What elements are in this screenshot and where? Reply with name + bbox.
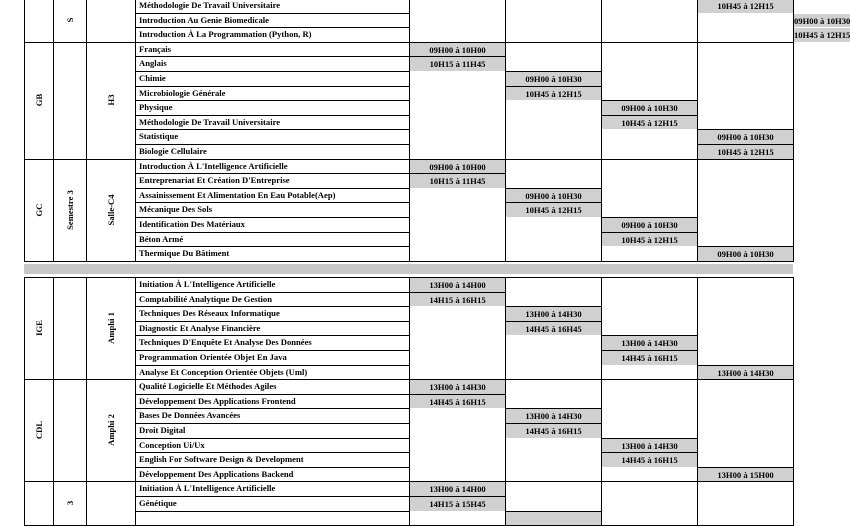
grid-line-horizontal [409, 496, 506, 497]
course-name: Introduction À La Programmation (Python, R) [139, 29, 312, 40]
grid-line-vertical [697, 0, 698, 262]
grid-line-horizontal [135, 496, 410, 497]
grid-line-horizontal [135, 144, 410, 145]
grid-line-horizontal [409, 292, 506, 293]
grid-line-horizontal [505, 306, 602, 307]
grid-line-horizontal [135, 467, 410, 468]
exam-time-slot: 10H45 à 12H15 [506, 203, 601, 217]
course-name: Développement Des Applications Backend [139, 468, 294, 479]
course-name: Identification Des Matériaux [139, 219, 245, 229]
grid-line-horizontal [601, 335, 698, 336]
course-name: Chimie [139, 73, 166, 83]
exam-time-slot: 09H00 à 10H30 [698, 247, 793, 261]
course-name: Anglais [139, 58, 167, 69]
grid-line-horizontal [135, 438, 410, 439]
grid-line-horizontal [24, 261, 54, 262]
grid-line-vertical [53, 0, 54, 262]
salle-label: H3 [105, 94, 116, 106]
exam-time-slot [506, 512, 601, 526]
exam-time-slot: 14H45 à 16H15 [602, 351, 697, 365]
grid-line-vertical [505, 0, 506, 262]
course-name: Analyse Et Conception Orientée Objets (Uml) [139, 366, 308, 377]
grid-line-vertical [135, 0, 136, 262]
grid-line-horizontal [135, 71, 410, 72]
grid-line-horizontal [135, 100, 410, 101]
exam-time-slot: 09H00 à 10H30 [602, 101, 697, 115]
course-name: Diagnostic Et Analyse Financière [139, 322, 261, 333]
grid-line-horizontal [409, 56, 506, 57]
grid-line-horizontal [24, 481, 54, 482]
grid-line-horizontal [24, 159, 54, 160]
course-name: Génétique [139, 498, 177, 508]
semestre-label: Semestre 3 [64, 189, 75, 230]
course-name: Microbiologie Générale [139, 87, 226, 98]
grid-line-horizontal [135, 232, 410, 233]
grid-line-vertical [793, 277, 794, 526]
exam-time-slot: 09H00 à 10H00 [410, 160, 505, 174]
exam-time-slot: 14H15 à 16H15 [410, 293, 505, 307]
grid-line-vertical [601, 277, 602, 526]
course-name: Programmation Orientée Objet En Java [139, 352, 287, 362]
exam-time-slot: 13H00 à 14H00 [410, 278, 505, 292]
grid-line-vertical [86, 0, 87, 262]
grid-line-horizontal [505, 71, 602, 72]
grid-line-horizontal [505, 202, 602, 203]
grid-line-horizontal [135, 173, 410, 174]
exam-time-slot: 09H00 à 10H30 [506, 189, 601, 203]
course-name: Comptabilité Analytique De Gestion [139, 293, 272, 304]
grid-line-horizontal [135, 394, 410, 395]
grid-line-horizontal [409, 394, 506, 395]
exam-time-slot: 10H45 à 12H15 [794, 30, 850, 41]
grid-line-vertical [409, 277, 410, 526]
grid-line-horizontal [505, 86, 602, 87]
exam-time-slot: 13H00 à 14H30 [506, 409, 601, 423]
grid-line-vertical [505, 277, 506, 526]
course-name: Béton Armé [139, 233, 184, 244]
course-name: Biologie Cellulaire [139, 146, 207, 156]
course-name: Thermique Du Bâtiment [139, 248, 230, 259]
exam-time-slot: 09H00 à 10H00 [410, 43, 505, 57]
exam-time-slot: 10H15 à 11H45 [410, 57, 505, 71]
course-name: Introduction À L'Intelligence Artificielle [139, 160, 288, 171]
exam-time-slot: 14H15 à 15H45 [410, 497, 505, 511]
exam-time-slot: 09H00 à 10H30 [506, 72, 601, 86]
grid-line-horizontal [135, 321, 410, 322]
grid-line-horizontal [697, 467, 794, 468]
grid-line-vertical [53, 277, 54, 526]
grid-line-horizontal [135, 423, 410, 424]
grid-line-horizontal [135, 306, 410, 307]
course-name: Techniques Des Réseaux Informatique [139, 308, 280, 319]
course-name: Méthodologie De Travail Universitaire [139, 116, 281, 127]
grid-line-horizontal [135, 365, 410, 366]
exam-time-slot: 09H00 à 10H30 [698, 130, 793, 144]
filiere-label: IGE [33, 320, 44, 336]
salle-label: Amphi 1 [105, 312, 116, 344]
grid-line-horizontal [601, 115, 698, 116]
course-name: Qualité Logicielle Et Méthodes Agiles [139, 381, 277, 392]
grid-line-horizontal [697, 365, 794, 366]
grid-line-vertical [409, 0, 410, 262]
grid-line-horizontal [409, 173, 506, 174]
grid-line-horizontal [697, 129, 794, 130]
exam-time-slot: 14H45 à 16H15 [410, 395, 505, 409]
grid-line-horizontal [135, 511, 410, 512]
semestre-label: S [64, 17, 75, 23]
grid-line-horizontal [135, 188, 410, 189]
filiere-label: GB [33, 93, 44, 107]
grid-line-horizontal [505, 188, 602, 189]
course-name: Techniques D'Enquête Et Analyse Des Données [139, 337, 312, 348]
course-name: Entreprenariat Et Création D'Entreprise [139, 175, 290, 186]
exam-time-slot: 10H45 à 12H15 [506, 87, 601, 101]
exam-time-slot: 13H00 à 14H30 [506, 307, 601, 321]
grid-line-vertical [24, 277, 25, 526]
course-name: Bases De Données Avancées [139, 410, 241, 421]
grid-line-vertical [86, 277, 87, 526]
salle-label: Amphi 2 [105, 414, 116, 447]
semestre-label: 3 [64, 501, 75, 506]
grid-line-horizontal [135, 350, 410, 351]
grid-line-horizontal [24, 379, 54, 380]
grid-line-horizontal [135, 56, 410, 57]
course-name: English For Software Design & Development [139, 454, 304, 465]
section-separator [24, 264, 793, 274]
grid-line-horizontal [86, 42, 136, 43]
course-name: Droit Digital [139, 425, 186, 435]
grid-line-horizontal [505, 408, 602, 409]
grid-line-horizontal [135, 246, 410, 247]
course-name: Statistique [139, 131, 179, 142]
course-name: Français [139, 43, 171, 54]
grid-line-horizontal [86, 379, 136, 380]
grid-line-horizontal [135, 27, 410, 28]
grid-line-horizontal [135, 115, 410, 116]
grid-line-horizontal [601, 217, 698, 218]
course-name: Initiation À L'Intelligence Artificielle [139, 483, 276, 494]
exam-time-slot: 13H00 à 14H30 [410, 380, 505, 394]
exam-time-slot: 10H45 à 12H15 [602, 116, 697, 130]
exam-time-slot: 13H00 à 14H30 [602, 439, 697, 453]
grid-line-vertical [793, 0, 794, 262]
exam-time-slot: 14H45 à 16H15 [506, 424, 601, 438]
grid-line-vertical [697, 277, 698, 526]
course-name: Méthodologie De Travail Universitaire [139, 0, 281, 10]
grid-line-horizontal [505, 321, 602, 322]
grid-line-horizontal [601, 100, 698, 101]
grid-line-vertical [24, 0, 25, 262]
grid-line-horizontal [135, 292, 410, 293]
exam-time-slot: 09H00 à 10H30 [602, 218, 697, 232]
course-name: Assainissement Et Alimentation En Eau Potable(Aep) [139, 189, 336, 200]
exam-time-slot: 13H00 à 14H00 [410, 482, 505, 496]
grid-line-horizontal [601, 438, 698, 439]
grid-line-vertical [601, 0, 602, 262]
exam-time-slot: 13H00 à 14H30 [602, 336, 697, 350]
exam-time-slot: 14H45 à 16H15 [602, 453, 697, 467]
grid-line-horizontal [697, 144, 794, 145]
grid-line-horizontal [601, 232, 698, 233]
grid-line-horizontal [135, 13, 410, 14]
course-name: Conception Ui/Ux [139, 439, 205, 450]
exam-time-slot: 10H15 à 11H45 [410, 174, 505, 188]
grid-line-horizontal [601, 350, 698, 351]
grid-line-horizontal [24, 277, 794, 278]
salle-label: Salle-C4 [105, 194, 116, 226]
grid-line-vertical [135, 277, 136, 526]
grid-line-horizontal [86, 159, 136, 160]
course-name: Mécanique Des Sols [139, 204, 213, 215]
exam-time-slot: 13H00 à 14H30 [698, 366, 793, 380]
grid-line-horizontal [697, 246, 794, 247]
filiere-label: CDL [33, 421, 44, 440]
grid-line-horizontal [135, 335, 410, 336]
grid-line-horizontal [135, 86, 410, 87]
grid-line-horizontal [135, 129, 410, 130]
grid-line-horizontal [505, 511, 602, 512]
exam-time-slot: 14H45 à 16H45 [506, 322, 601, 336]
grid-line-horizontal [24, 42, 54, 43]
course-name [135, 511, 409, 526]
course-name: Initiation À L'Intelligence Artificielle [139, 279, 276, 289]
exam-time-slot: 13H00 à 15H00 [698, 468, 793, 482]
exam-time-slot: 10H45 à 12H15 [698, 0, 793, 13]
course-name: Développement Des Applications Frontend [139, 395, 296, 406]
grid-line-horizontal [135, 217, 410, 218]
filiere-label: GC [33, 203, 44, 217]
grid-line-horizontal [135, 408, 410, 409]
exam-time-slot: 10H45 à 12H15 [698, 145, 793, 159]
grid-line-horizontal [86, 261, 136, 262]
grid-line-horizontal [601, 452, 698, 453]
course-name: Introduction Au Genie Biomedicale [139, 14, 269, 25]
exam-time-slot: 09H00 à 10H30 [794, 15, 850, 26]
grid-line-horizontal [135, 452, 410, 453]
grid-line-horizontal [135, 202, 410, 203]
grid-line-horizontal [86, 481, 136, 482]
exam-time-slot: 10H45 à 12H15 [602, 233, 697, 247]
course-name: Physique [139, 102, 173, 113]
grid-line-horizontal [505, 423, 602, 424]
